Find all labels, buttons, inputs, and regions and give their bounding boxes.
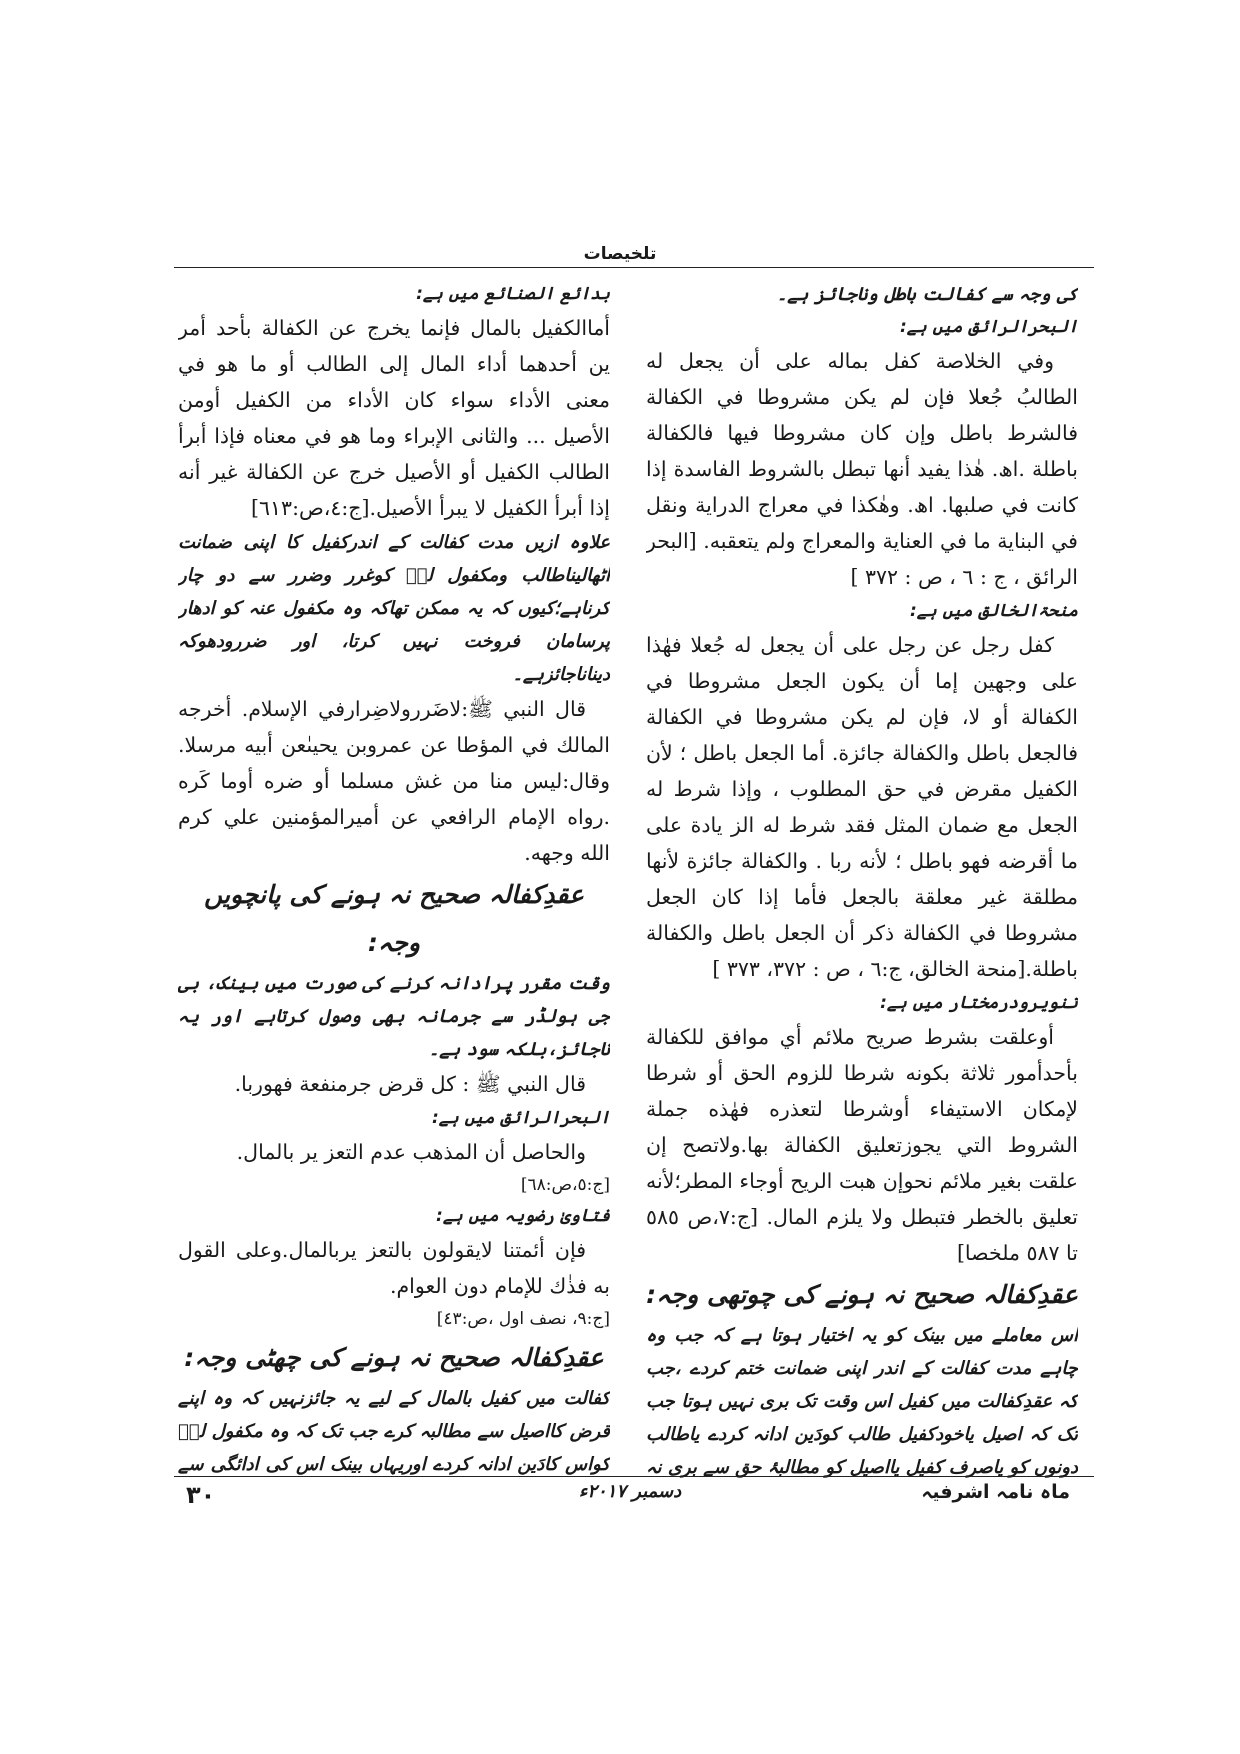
hadith-quote: قال النبي ﷺ:لاضَررولاضِرارفي الإسلام. أخرجه المالك في المؤطا عن عمروبن يحيىٰعن أبيه مرسلا. وقال:ليس منا من غش مسلما أو ضره أوما كَره .رواه الإمام الرافعي عن أميرالمؤمنين علي كرم الله وجهه. xyxy=(178,697,610,865)
source-label: بدائع الصنائع میں ہے: xyxy=(416,284,610,304)
left-column xyxy=(178,278,610,1478)
magazine-name: ماہ نامہ اشرفیہ xyxy=(921,1481,1070,1503)
section-heading: عقدِکفالہ صحیح نہ ہونے کی پانچویں وجہ: xyxy=(204,880,584,957)
source-label: منحۃالخالق میں ہے: xyxy=(909,601,1078,621)
section-heading: عقدِکفالہ صحیح نہ ہونے کی چھٹی وجہ: xyxy=(184,1343,604,1372)
citation: [ج:٥،ص:٦٨] xyxy=(520,1175,610,1195)
header-rule xyxy=(174,267,1094,268)
arabic-quote: فإن أئمتنا لايقولون بالتعز يربالمال.وعلى القول به فذٰك للإمام دون العوام. xyxy=(178,1238,610,1298)
urdu-paragraph: وقت مقرر پرادانہ کرنے کی صورت میں بینک، بی جی ہولڈر سے جرمانہ بھی وصول کرتاہے اور یہ ناجائز،بلکہ سود ہے۔ xyxy=(178,973,610,1060)
source-label: فتاویٰ رضویہ میں ہے: xyxy=(436,1206,610,1226)
page-number: ٣٠ xyxy=(186,1481,216,1509)
right-column xyxy=(646,278,1078,1478)
urdu-paragraph: علاوہ ازیں مدت کفالت کے اندرکفیل کا اپنی ضمانت اٹھالیناطالب ومکفول لہٗ کوغرر وضرر سے دو چار کرناہے؛کیوں کہ یہ ممکن تھاکہ وہ مکفول عنہ کو ادھار پرسامان فروخت نہیں کرتا، اور ضررودھوکہ دیناناجائزہے۔ xyxy=(178,532,610,685)
source-label: البحرالرائق میں ہے: xyxy=(431,1108,610,1128)
source-label: البحرالرائق میں ہے: xyxy=(899,317,1078,337)
arabic-quote: والحاصل أن المذهب عدم التعز ير بالمال. xyxy=(236,1140,586,1164)
arabic-quote: أوعلقت بشرط صريح ملائم أي موافق للكفالة بأحدأمور ثلاثة بكونه شرطا للزوم الحق أو شرطا لإمكان الاستيفاء أوشرطا لتعذره فهٰذه جملة الشروط التي يجوزتعليق الكفالة بها.ولاتصح إن علقت بغير ملائم نحوإن هبت الريح أوجاء المطر؛لأنه تعليق بالخطر فتبطل ولا يلزم المال. [ج:٧،ص ٥٨٥ تا ٥٨٧ ملخصا] xyxy=(646,1025,1078,1265)
arabic-quote: أماالكفيل بالمال فإنما يخرج عن الكفالة بأحد أمر ين أحدهما أداء المال إلى الطالب أو ما هو في معنى الأداء سواء كان الأداء من الكفيل أومن الأصيل ... والثانى الإبراء وما هو في معناه فإذا أبرأ الطالب الكفيل أو الأصيل خرج عن الكفالة غير أنه إذا أبرأ الكفيل لا يبرأ الأصيل.[ج:٤،ص:٦١٣] xyxy=(178,316,610,520)
page-title: تلخيصات xyxy=(583,244,657,264)
arabic-quote: كفل رجل عن رجل على أن يجعل له جُعلا فهٰذا على وجهين إما أن يكون الجعل مشروطا في الكفالة أو لا، فإن لم يكن مشروطا في الكفالة فالجعل باطل والكفالة جائزة. أما الجعل باطل ؛ لأن الكفيل مقرض في حق المطلوب ، وإذا شرط له الجعل مع ضمان المثل فقد شرط له الز يادة على ما أقرضه فهو باطل ؛ لأنه ربا . والكفالة جائزة لأنها مطلقة غير معلقة بالجعل فأما إذا كان الجعل مشروطا في الكفالة ذكر أن الجعل باطل والكفالة باطلة.[منحة الخالق، ج:٦ ، ص : ٣٧٢، ٣٧٣ ] xyxy=(646,633,1078,981)
issue-date: دسمبر ٢٠١٧ء xyxy=(578,1481,682,1502)
hadith-quote: قال النبي ﷺ : كل قرض جرمنفعة فهوربا. xyxy=(234,1072,586,1096)
urdu-paragraph: کفالت میں کفیل بالمال کے لیے یہ جائزنہیں کہ وہ اپنے قرض کااصیل سے مطالبہ کرے جب تک کہ وہ مکفول لہٗ کواس کادَین ادانہ کردے اوریہاں بینک اس کی ادائگی سے xyxy=(178,1388,610,1475)
section-heading: عقدِکفالہ صحیح نہ ہونے کی چوتھی وجہ: xyxy=(646,1280,1078,1309)
source-label: تنویرودرمختار میں ہے: xyxy=(880,993,1078,1013)
urdu-paragraph: اس معاملے میں بینک کو یہ اختیار ہوتا ہے کہ جب وہ چاہے مدت کفالت کے اندر اپنی ضمانت ختم کردے ،جب کہ عقدِکفالت میں کفیل اس وقت تک بری نہیں ہوتا جب تک کہ اصیل یاخودکفیل طالب کودَین ادانہ کردے یاطالب دونوں کو یاصرف کفیل یااصیل کو مطالبۂ حق سے بری نہ xyxy=(646,1325,1078,1478)
citation: [ج:۹، نصف اول ،ص:٤٣] xyxy=(436,1309,610,1329)
footer-rule xyxy=(174,1476,1094,1477)
arabic-quote: وفي الخلاصة كفل بماله على أن يجعل له الطالبُ جُعلا فإن لم يكن مشروطا في الكفالة فالشرط باطل وإن كان مشروطا فيها فالكفالة باطلة .اھ. هٰذا يفيد أنها تبطل بالشروط الفاسدة إذا كانت في صلبها. اھ. وهٰكذا في معراج الدراية ونقل في البناية ما في العناية والمعراج ولم يتعقبه. [البحر الرائق ، ج : ٦ ، ص : ٣٧٢ ] xyxy=(646,349,1078,589)
intro-line: کی وجہ سے کفالت باطل وناجائز ہے۔ xyxy=(776,284,1078,305)
